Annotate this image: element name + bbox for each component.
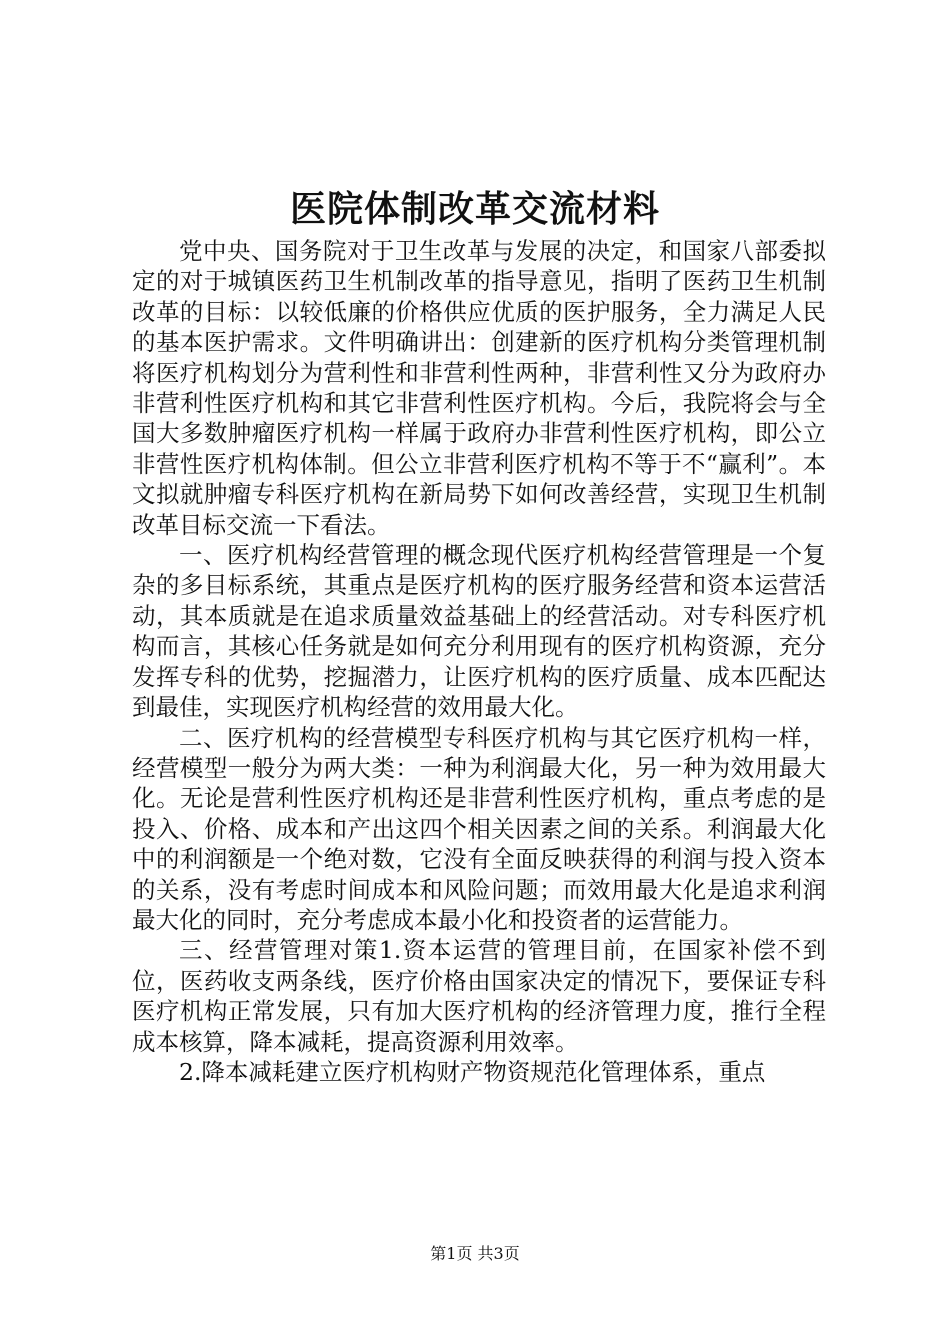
page-title: 医院体制改革交流材料: [289, 188, 660, 230]
paragraph-section-3: 三、经营管理对策1.资本运营的管理目前，在国家补偿不到位，医药收支两条线，医疗价格由国家决定的情况下，要保证专科医疗机构正常发展，只有加大医疗机构的经济管理力度，推行全程成本核算，降本减耗，提高资源利用效率。: [132, 936, 826, 1056]
paragraph-intro: 党中央、国务院对于卫生改革与发展的决定，和国家八部委拟定的对于城镇医药卫生机制改革的指导意见，指明了医药卫生机制改革的目标：以较低廉的价格供应优质的医护服务，全力满足人民的基本医护需求。文件明确讲出：创建新的医疗机构分类管理机制将医疗机构划分为营利性和非营利性两种，非营利性又分为政府办非营利性医疗机构和其它非营利性医疗机构。今后，我院将会与全国大多数肿瘤医疗机构一样属于政府办非营利性医疗机构，即公立非营性医疗机构体制。但公立非营利医疗机构不等于不“赢利”。本文拟就肿瘤专科医疗机构在新局势下如何改善经营，实现卫生机制改革目标交流一下看法。: [132, 237, 826, 539]
page-number-footer: 第1页 共3页: [430, 1244, 520, 1263]
document-body: [132, 236, 826, 1087]
paragraph-section-1: 一、医疗机构经营管理的概念现代医疗机构经营管理是一个复杂的多目标系统，其重点是医疗机构的医疗服务经营和资本运营活动，其本质就是在追求质量效益基础上的经营活动。对专科医疗机构而言，其核心任务就是如何充分利用现有的医疗机构资源，充分发挥专科的优势，挖掘潜力，让医疗机构的医疗质量、成本匹配达到最佳，实现医疗机构经营的效用最大化。: [132, 541, 826, 722]
paragraph-section-2: 二、医疗机构的经营模型专科医疗机构与其它医疗机构一样，经营模型一般分为两大类：一种为利润最大化，另一种为效用最大化。无论是营利性医疗机构还是非营利性医疗机构，重点考虑的是投入、价格、成本和产出这四个相关因素之间的关系。利润最大化中的利润额是一个绝对数，它没有全面反映获得的利润与投入资本的关系，没有考虑时间成本和风险问题；而效用最大化是追求利润最大化的同时，充分考虑成本最小化和投资者的运营能力。: [132, 723, 826, 934]
paragraph-section-3-2: 2.降本减耗建立医疗机构财产物资规范化管理体系，重点: [179, 1057, 766, 1086]
